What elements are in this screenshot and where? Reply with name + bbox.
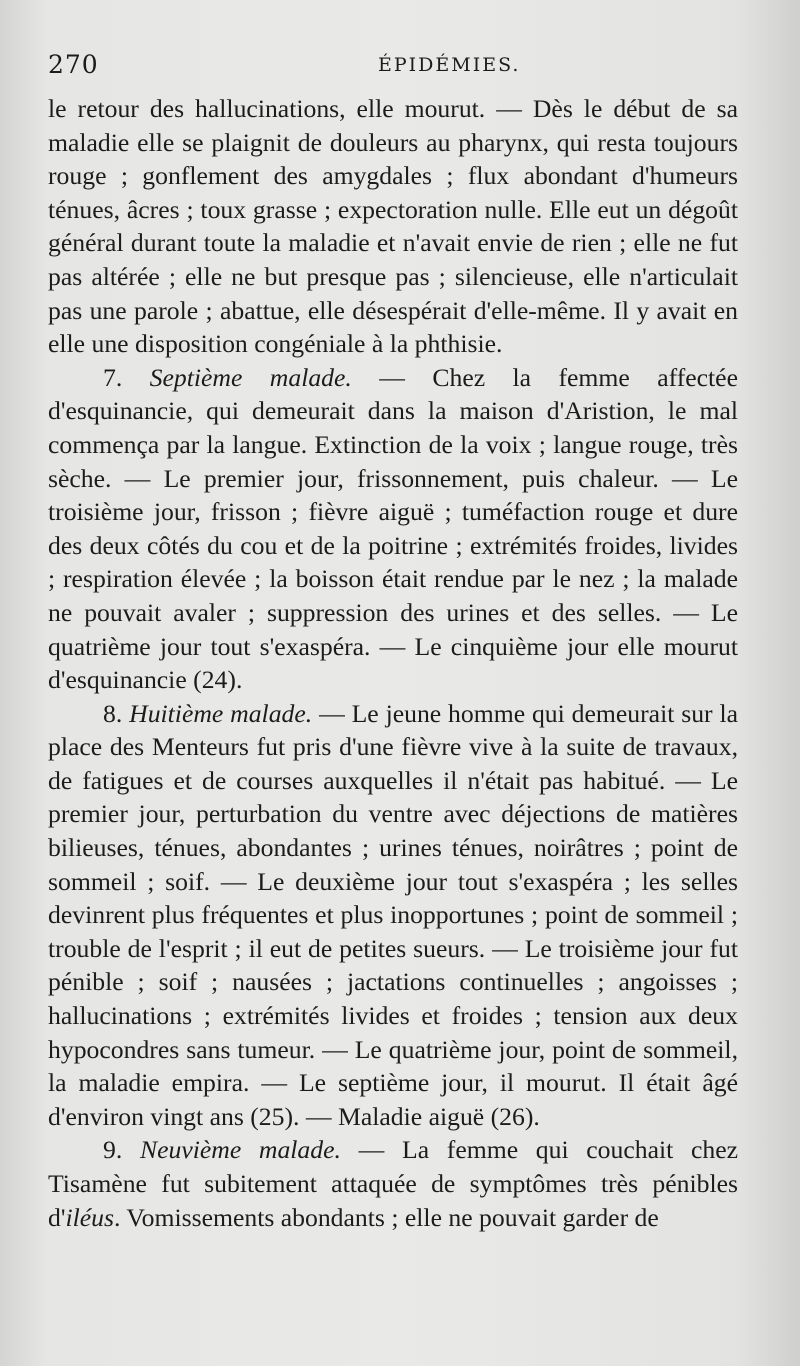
page-header [48, 50, 748, 90]
paragraph-text: — La femme qui couchait chez Tisamène fut subitement attaquée de symptômes très pénibles d' [48, 1135, 739, 1232]
case-number: 7. [103, 362, 123, 392]
case-title: Septième malade. [149, 362, 352, 392]
body-text [48, 92, 738, 1234]
paragraph-continuation [48, 92, 738, 361]
case-title: Neuvième malade. [139, 1135, 341, 1165]
paragraph-text: le retour des hallucinations, elle mourut. — Dès le début de sa maladie elle se plaignit de douleurs au pharynx, qui resta toujours rouge ; gonflement des amygdales ; flux abondant d'humeurs ténues, âcres ; toux grasse ; expectoration nulle. Elle eut un dégoût général durant toute la maladie et n'avait envie de rien ; elle ne fut pas altérée ; elle ne but presque pas ; silencieuse, elle n'articulait pas une parole ; abattue, elle désespérait d'elle-même. Il y avait en elle une disposition congéniale à la phthisie. [48, 94, 738, 359]
case-title: Huitième malade. [129, 698, 313, 728]
paragraph-text: — Le jeune homme qui demeurait sur la place des Menteurs fut pris d'une fièvre vive à la suite de travaux, de fatigues et de courses auxquelles il n'était pas habitué. — Le premier jour, perturbation du ventre avec déjections de matières bilieuses, ténues, abondantes ; urines ténues, noirâtres ; point de sommeil ; soif. — Le deuxième jour tout s'exaspéra ; les selles devinrent plus fréquentes et plus inopportunes ; point de sommeil ; trouble de l'esprit ; il eut de petites sueurs. — Le troisième jour fut pénible ; soif ; nausées ; jactations continuelles ; angoisses ; hallucinations ; extrémités livides et froides ; tension aux deux hypocondres sans tumeur. — Le quatrième jour, point de sommeil, la maladie empira. — Le septième jour, il mourut. Il était âgé d'environ vingt ans (25). — Maladie aiguë (26). [48, 698, 739, 1131]
italic-term: iléus [65, 1202, 114, 1232]
case-number: 9. [103, 1135, 123, 1165]
paragraph-text-continued: . Vomissements abondants ; elle ne pouvait garder de [114, 1202, 659, 1232]
paragraph-case-9 [48, 1133, 738, 1234]
paragraph-text: — Chez la femme affectée d'esquinancie, qui demeurait dans la maison d'Aristion, le mal commença par la langue. Extinction de la voix ; langue rouge, très sèche. — Le premier jour, frissonnement, puis chaleur. — Le troisième jour, frisson ; fièvre aiguë ; tuméfaction rouge et dure des deux côtés du cou et de la poitrine ; extrémités froides, livides ; respiration élevée ; la boisson était rendue par le nez ; la malade ne pouvait avaler ; suppression des urines et des selles. — Le quatrième jour tout s'exaspéra. — Le cinquième jour elle mourut d'esquinancie (24). [48, 362, 738, 695]
page-number: 270 [48, 50, 99, 79]
paragraph-case-7 [48, 361, 738, 697]
case-number: 8. [103, 698, 123, 728]
running-title: ÉPIDÉMIES. [378, 54, 521, 76]
paragraph-case-8 [48, 697, 738, 1134]
